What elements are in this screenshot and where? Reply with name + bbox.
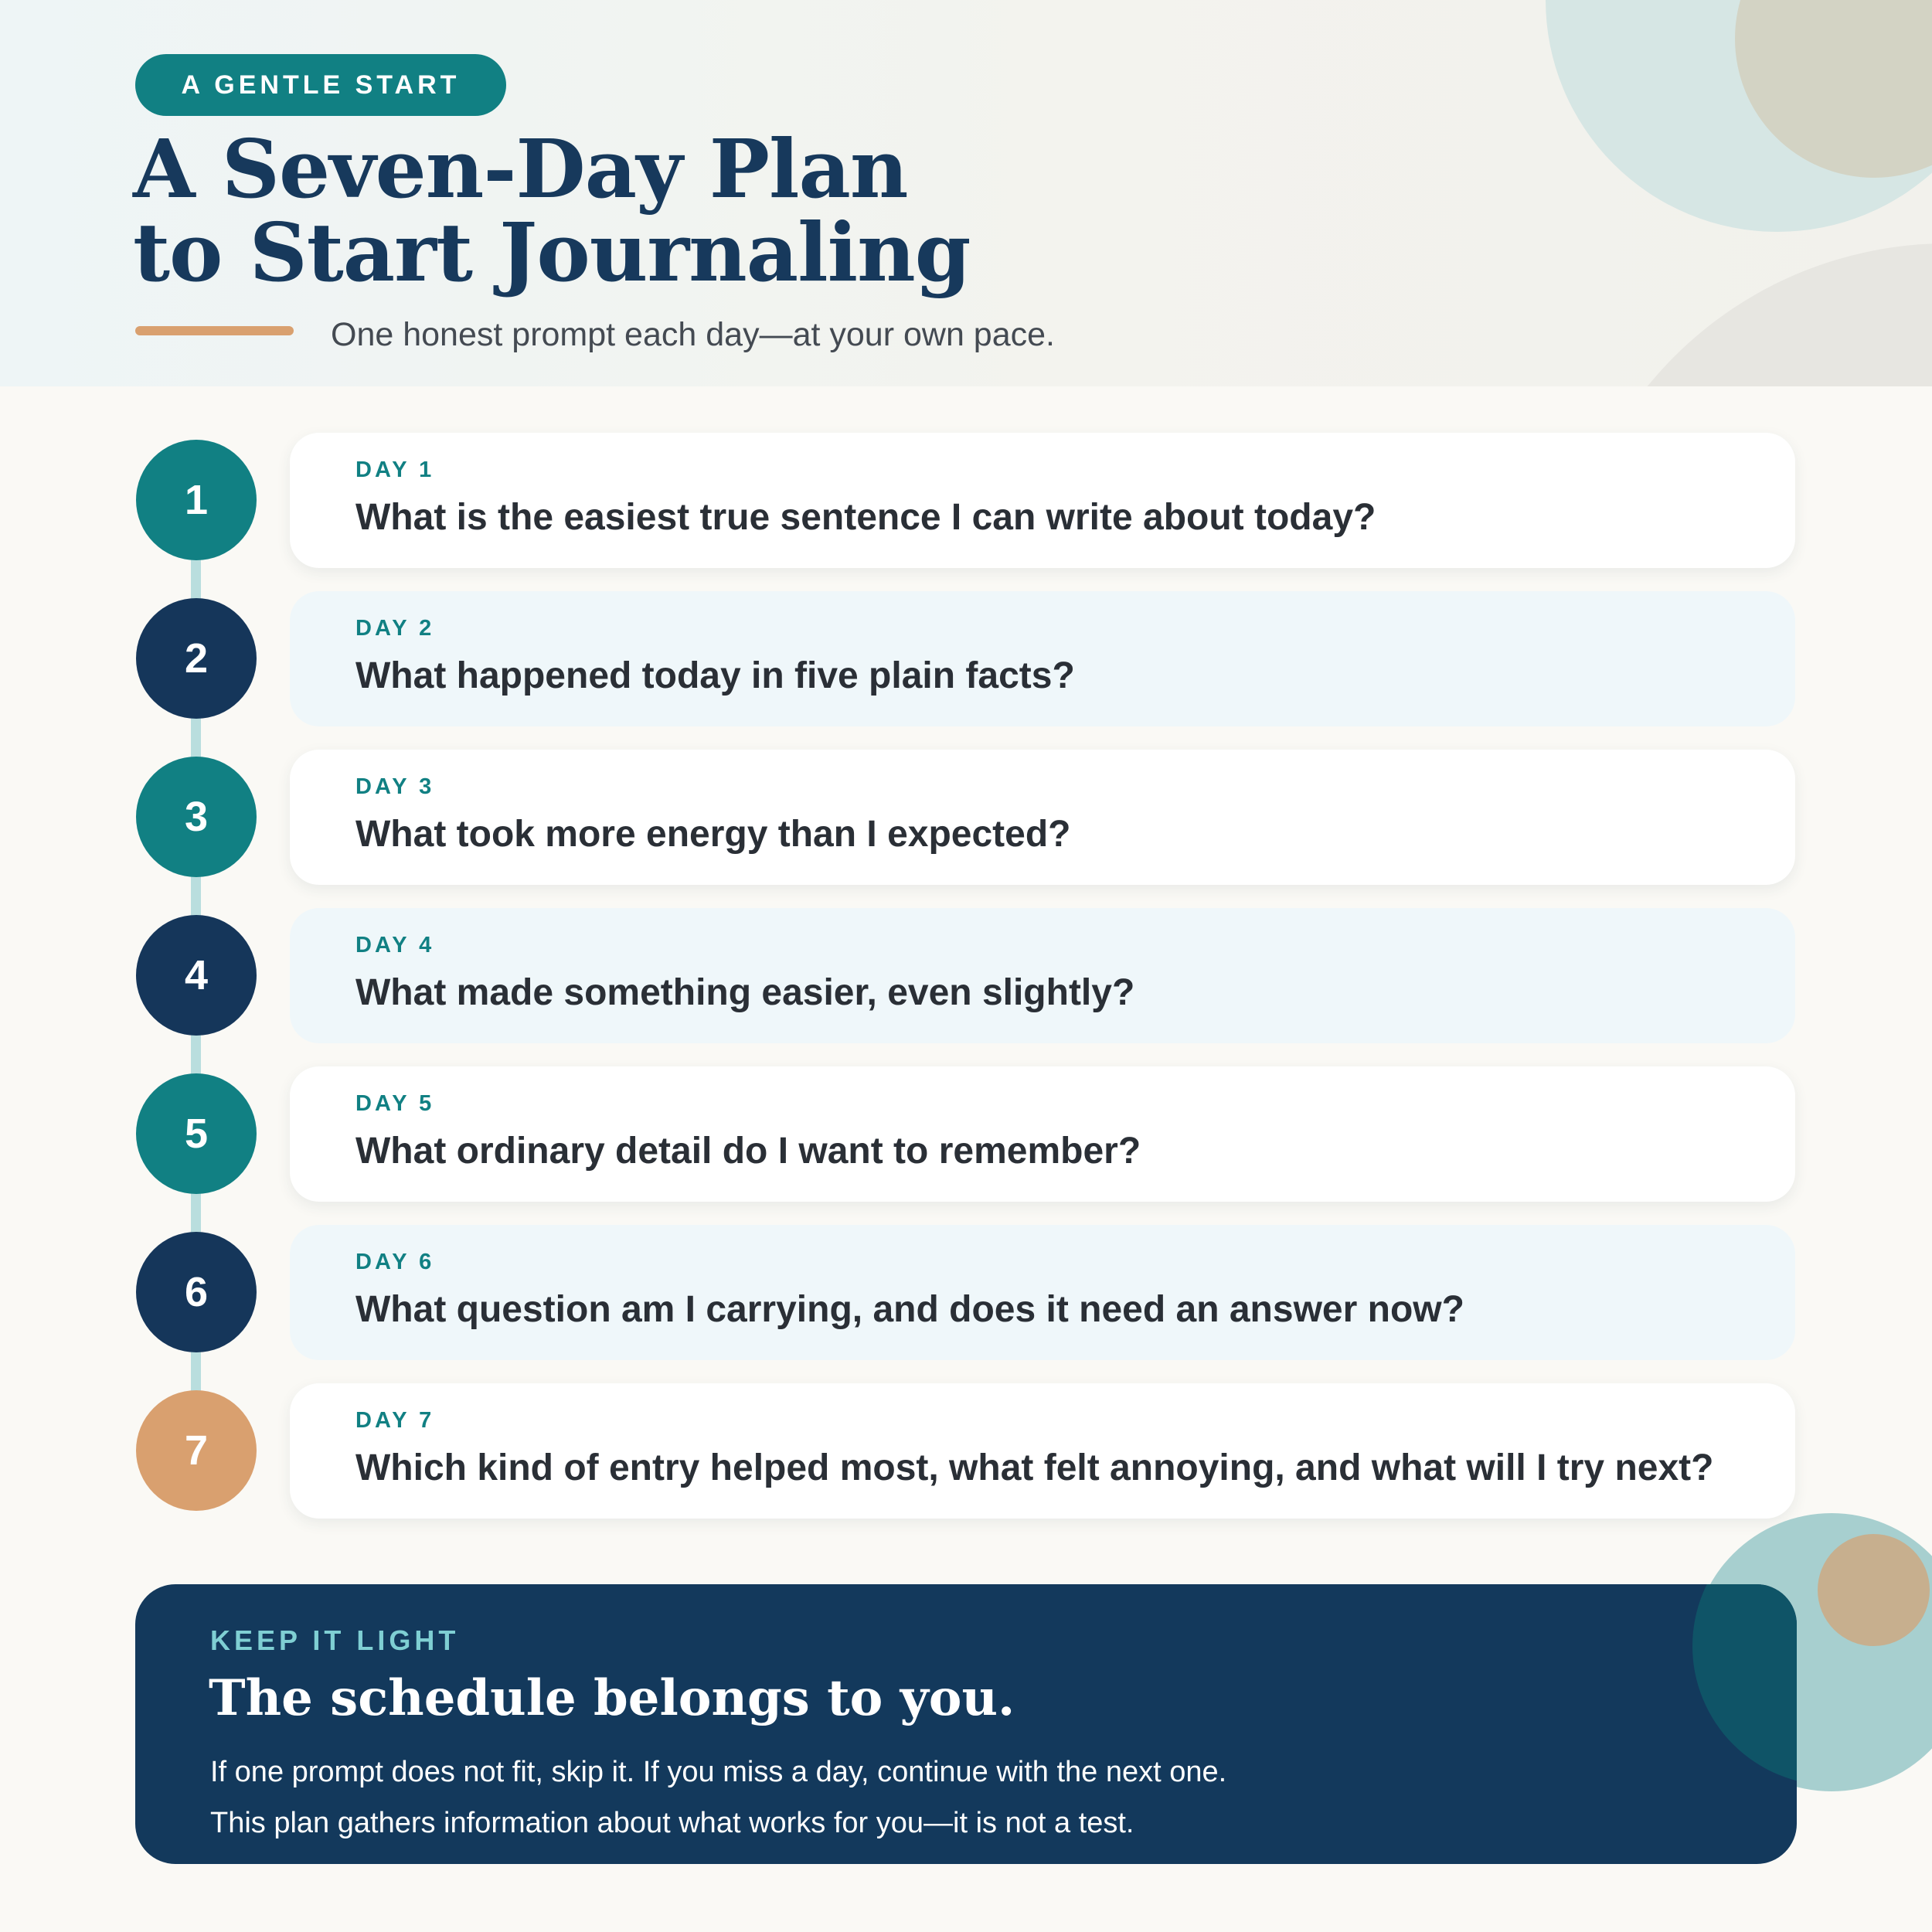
day-label: DAY 5 — [355, 1091, 435, 1116]
day-label: DAY 3 — [355, 774, 435, 799]
day-prompt: Which kind of entry helped most, what felt annoying, and what will I try next? — [355, 1447, 1714, 1488]
eyebrow-badge: A GENTLE START — [135, 54, 506, 116]
day-number-circle: 3 — [136, 757, 257, 877]
day-prompt: What made something easier, even slightly? — [355, 972, 1135, 1013]
day-row-6 — [0, 1225, 1932, 1383]
page-title — [133, 121, 971, 300]
day-row-2 — [0, 591, 1932, 750]
decorative-circle — [1818, 1534, 1930, 1646]
day-prompt: What took more energy than I expected? — [355, 814, 1071, 855]
day-label: DAY 7 — [355, 1408, 435, 1433]
footer-text-line-1: If one prompt does not fit, skip it. If you miss a day, continue with the next one. — [210, 1756, 1227, 1788]
day-label: DAY 1 — [355, 457, 435, 482]
day-row-4 — [0, 908, 1932, 1066]
day-row-1 — [0, 433, 1932, 591]
footer-eyebrow: KEEP IT LIGHT — [210, 1624, 460, 1656]
day-prompt: What question am I carrying, and does it need an answer now? — [355, 1289, 1464, 1330]
footer-title: The schedule belongs to you. — [209, 1669, 1015, 1727]
day-prompt: What happened today in five plain facts? — [355, 655, 1075, 696]
day-prompt: What is the easiest true sentence I can write about today? — [355, 497, 1376, 538]
day-number-circle: 4 — [136, 915, 257, 1036]
day-number-circle: 7 — [136, 1390, 257, 1511]
day-number-circle: 6 — [136, 1232, 257, 1352]
day-label: DAY 4 — [355, 933, 435, 957]
day-label: DAY 2 — [355, 616, 435, 641]
footer-text-line-2: This plan gathers information about what works for you—it is not a test. — [210, 1807, 1134, 1839]
decorative-circle — [1561, 243, 1932, 386]
day-card — [290, 1066, 1795, 1202]
day-number-circle: 1 — [136, 440, 257, 560]
day-label: DAY 6 — [355, 1250, 435, 1274]
day-card — [290, 750, 1795, 885]
day-row-5 — [0, 1066, 1932, 1225]
day-number-circle: 5 — [136, 1073, 257, 1194]
day-card — [290, 1225, 1795, 1360]
day-card — [290, 908, 1795, 1043]
footer-note-card — [135, 1584, 1797, 1864]
day-number-circle: 2 — [136, 598, 257, 719]
day-row-7 — [0, 1383, 1932, 1542]
day-row-3 — [0, 750, 1932, 908]
page-title-line-2: to Start Journaling — [133, 205, 971, 300]
decorative-circle — [1692, 1584, 1797, 1785]
header-banner — [0, 0, 1932, 386]
accent-divider — [135, 326, 294, 335]
page-subtitle: One honest prompt each day—at your own pace. — [331, 316, 1055, 353]
day-card — [290, 1383, 1795, 1519]
day-card — [290, 433, 1795, 568]
day-prompt: What ordinary detail do I want to remember? — [355, 1131, 1141, 1172]
day-card — [290, 591, 1795, 726]
page-title-line-1: A Seven-Day Plan — [133, 121, 908, 216]
